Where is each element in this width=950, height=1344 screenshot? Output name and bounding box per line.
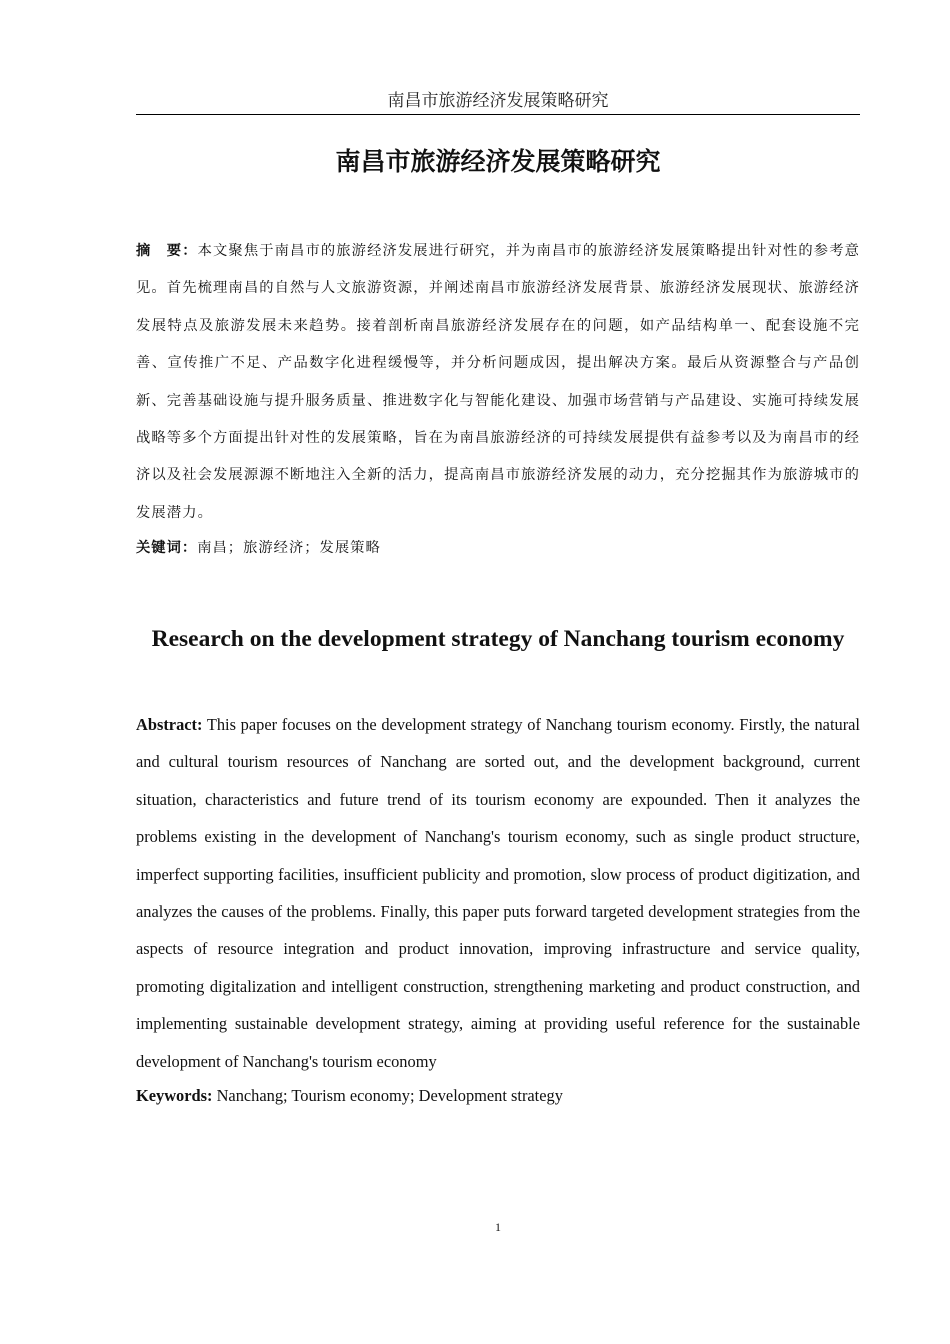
chinese-keywords-text: 南昌；旅游经济；发展策略 xyxy=(197,540,381,556)
english-keywords xyxy=(136,1081,860,1111)
english-keywords-label: Keywords: xyxy=(136,1086,213,1105)
english-keywords-text: Nanchang; Tourism economy; Development strategy xyxy=(216,1086,563,1105)
english-abstract-label: Abstract: xyxy=(136,715,203,734)
chinese-title: 南昌市旅游经济发展策略研究 xyxy=(335,147,661,176)
english-abstract-text: This paper focuses on the development strategy of Nanchang tourism economy. Firstly, the natural and cultural tourism resources of Nanchang are sorted out, and the development background, current situation, characteristics and future trend of its tourism economy are expounded. Then it analyzes the problems existing in the development of Nanchang's tourism economy, such as single product structure, imperfect supporting facilities, insufficient publicity and promotion, slow process of product digitization, and analyzes the causes of the problems. Finally, this paper puts forward targeted development strategies from the aspects of resource integration and product innovation, improving infrastructure and service quality, promoting digitalization and intelligent construction, strengthening marketing and product construction, and implementing sustainable development strategy, aiming at providing useful reference for the sustainable development of Nanchang's tourism economy xyxy=(136,715,860,1071)
chinese-abstract xyxy=(136,233,860,532)
chinese-abstract-label: 摘 要： xyxy=(136,243,198,259)
chinese-abstract-text: 本文聚焦于南昌市的旅游经济发展进行研究，并为南昌市的旅游经济发展策略提出针对性的参考意见。首先梳理南昌的自然与人文旅游资源，并阐述南昌市旅游经济发展背景、旅游经济发展现状、旅游经济发展特点及旅游发展未来趋势。接着剖析南昌旅游经济发展存在的问题，如产品结构单一、配套设施不完善、宣传推广不足、产品数字化进程缓慢等，并分析问题成因，提出解决方案。最后从资源整合与产品创新、完善基础设施与提升服务质量、推进数字化与智能化建设、加强市场营销与产品建设、实施可持续发展战略等多个方面提出针对性的发展策略，旨在为南昌旅游经济的可持续发展提供有益参考以及为南昌市的经济以及社会发展源源不断地注入全新的活力，提高南昌市旅游经济发展的动力，充分挖掘其作为旅游城市的发展潜力。 xyxy=(136,243,860,521)
english-title: Research on the development strategy of Nanchang tourism economy xyxy=(151,626,845,652)
chinese-keywords-label: 关键词： xyxy=(136,540,198,556)
running-header: 南昌市旅游经济发展策略研究 xyxy=(136,88,860,115)
chinese-keywords xyxy=(136,533,860,563)
page-number: 1 xyxy=(495,1220,501,1234)
english-abstract xyxy=(136,706,860,1080)
